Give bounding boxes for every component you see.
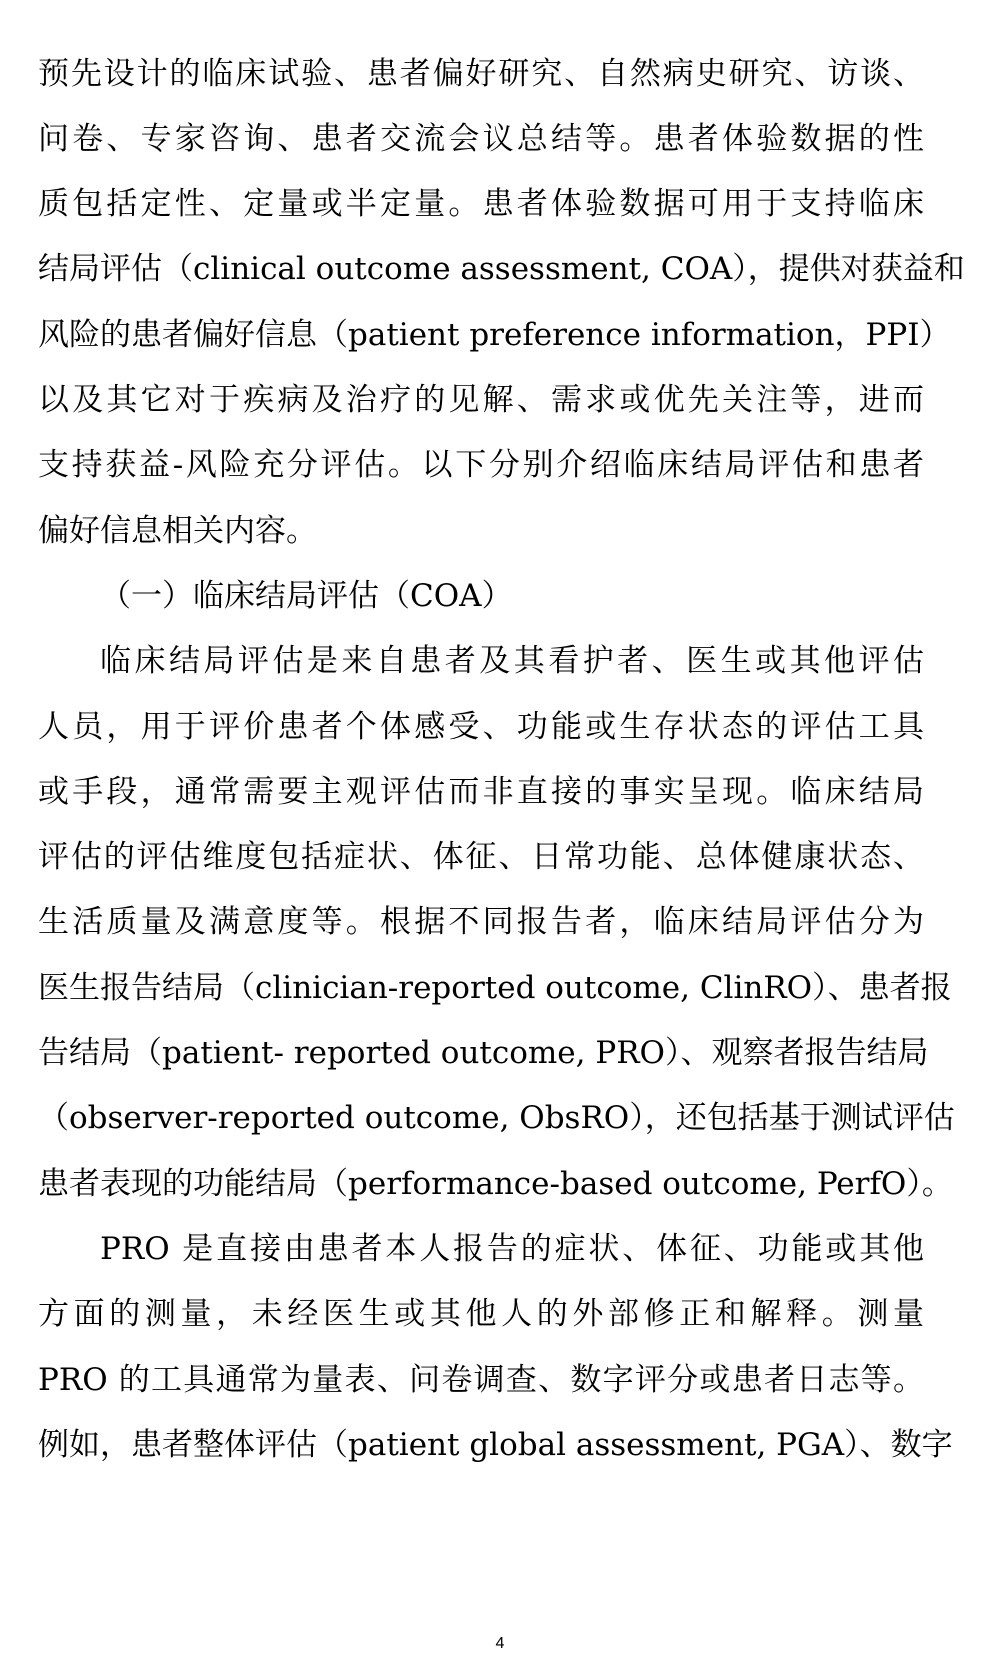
paragraph-line: 例如，患者整体评估（patient global assessment, PGA）、数字 — [38, 1427, 953, 1463]
paragraph-line: 评估的评估维度包括症状、体征、日常功能、总体健康状态、 — [38, 839, 924, 875]
paragraph-line: 临床结局评估是来自患者及其看护者、医生或其他评估 — [100, 643, 924, 679]
paragraph-line: 医生报告结局（clinician-reported outcome, ClinRO）、患者报 — [38, 970, 952, 1006]
page-number: 4 — [495, 1635, 505, 1652]
paragraph-line: （observer-reported outcome, ObsRO），还包括基于测试评估 — [38, 1100, 955, 1136]
paragraph-line: 生活质量及满意度等。根据不同报告者，临床结局评估分为 — [38, 904, 924, 940]
paragraph-line: PRO 是直接由患者本人报告的症状、体征、功能或其他 — [100, 1231, 924, 1267]
paragraph-line: 质包括定性、定量或半定量。患者体验数据可用于支持临床 — [38, 186, 924, 222]
paragraph-line: 方面的测量，未经医生或其他人的外部修正和解释。测量 — [38, 1296, 924, 1332]
section-heading: （一）临床结局评估（COA） — [100, 578, 513, 614]
paragraph-line: 人员，用于评价患者个体感受、功能或生存状态的评估工具 — [38, 709, 924, 745]
paragraph-line: 偏好信息相关内容。 — [38, 513, 317, 549]
paragraph-line: 或手段，通常需要主观评估而非直接的事实呈现。临床结局 — [38, 774, 924, 810]
paragraph-line: 风险的患者偏好信息（patient preference information，PPI） — [38, 317, 951, 353]
paragraph-line: 支持获益-风险充分评估。以下分别介绍临床结局评估和患者 — [38, 447, 924, 483]
paragraph-line: 以及其它对于疾病及治疗的见解、需求或优先关注等，进而 — [38, 382, 924, 418]
paragraph-line: 预先设计的临床试验、患者偏好研究、自然病史研究、访谈、 — [38, 56, 924, 92]
paragraph-line: 结局评估（clinical outcome assessment, COA），提供对获益和 — [38, 251, 965, 287]
paragraph-line: PRO 的工具通常为量表、问卷调查、数字评分或患者日志等。 — [38, 1362, 924, 1398]
paragraph-line: 患者表现的功能结局（performance-based outcome, PerfO）。 — [38, 1166, 953, 1202]
paragraph-line: 告结局（patient- reported outcome, PRO）、观察者报告结局 — [38, 1035, 929, 1071]
paragraph-line: 问卷、专家咨询、患者交流会议总结等。患者体验数据的性 — [38, 121, 924, 157]
